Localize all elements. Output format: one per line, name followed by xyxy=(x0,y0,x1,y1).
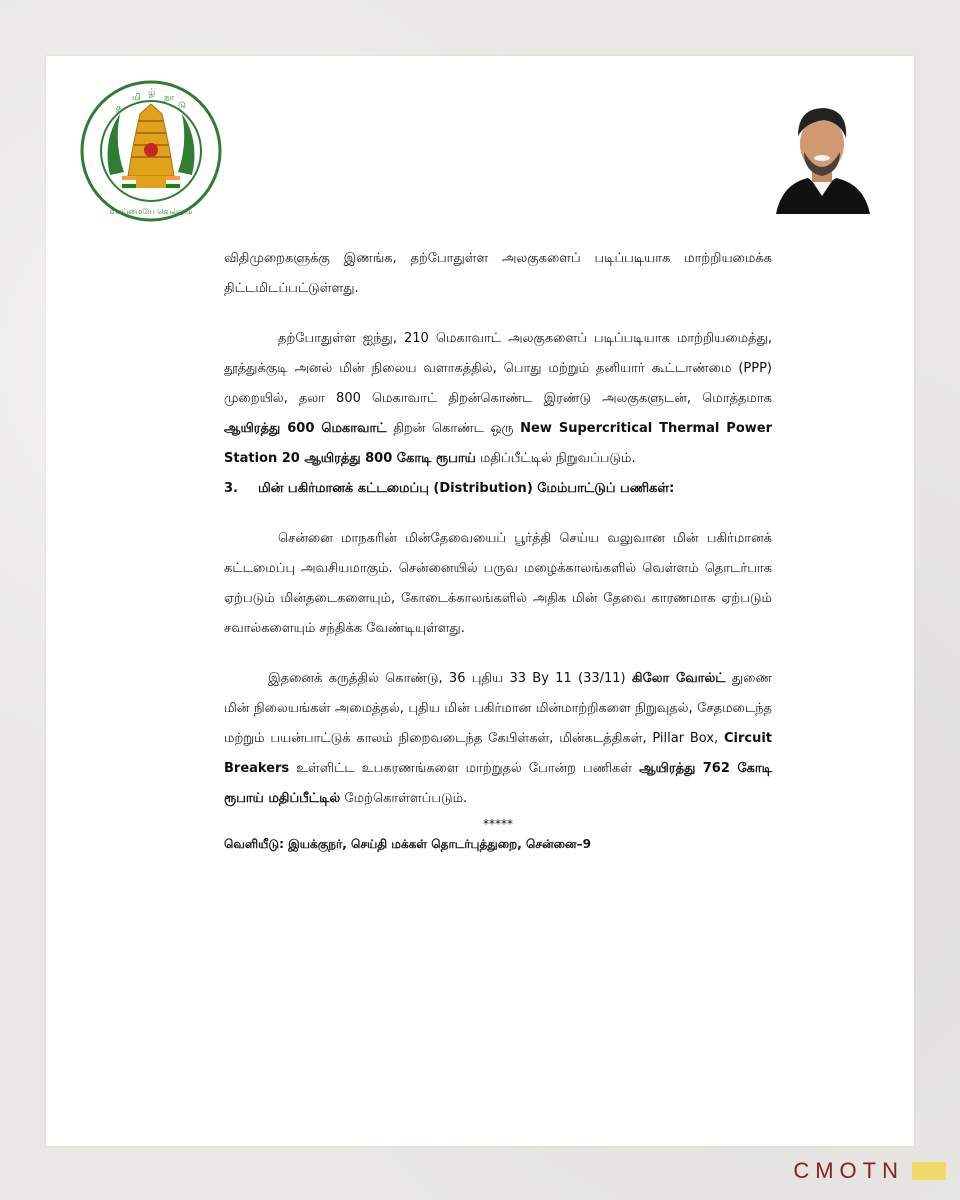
portrait-image xyxy=(768,92,876,214)
section-heading: 3. மின் பகிர்மானக் கட்டமைப்பு (Distribution) மேம்பாட்டுப் பணிகள்: xyxy=(224,474,772,504)
svg-text:மி: மி xyxy=(132,93,141,103)
document-body xyxy=(224,244,772,854)
section-number: 3. xyxy=(224,481,238,496)
svg-text:த: த xyxy=(116,103,122,113)
emblem-motto: வாய்மையே வெல்லும் xyxy=(109,207,193,216)
svg-text:நா: நா xyxy=(164,93,175,103)
brand-accent-bar xyxy=(912,1162,946,1180)
tamil-nadu-emblem-icon xyxy=(80,80,222,222)
paragraph-4: இதனைக் கருத்தில் கொண்டு, 36 புதிய 33 By 11 (33/11) கிலோ வோல்ட் துணை மின் நிலையங்கள் அமைத்தல், புதிய மின் பகிர்மான மின்மாற்றிகளை நிறுவுதல், சேதமடைந்த மற்றும் பயன்பாட்டுக் காலம் நிறைவடைந்த கேபிள்கள், மின்கடத்திகள், Pillar Box, Circuit Breakers உள்ளிட்ட உபகரணங்களை மாற்றுதல் போன்ற பணிகள் ஆயிரத்து 762 கோடி ரூபாய் மதிப்பீட்டில் மேற்கொள்ளப்படும். xyxy=(224,671,772,806)
brand-logo xyxy=(793,1158,946,1184)
paragraph-3: சென்னை மாநகரின் மின்தேவையைப் பூர்த்தி செய்ய வலுவான மின் பகிர்மானக் கட்டமைப்பு அவசியமாகும். சென்னையில் பருவ மழைக்காலங்களில் வெள்ளம் தொடர்பாக ஏற்படும் மின்தடைகளையும், கோடைக்காலங்களில் அதிக மின் தேவை காரணமாக ஏற்படும் சவால்களையும் சந்திக்க வேண்டியுள்ளது. xyxy=(224,531,772,636)
document-page xyxy=(46,56,914,1146)
paragraph-2: தற்போதுள்ள ஐந்து, 210 மெகாவாட் அலகுகளைப் படிப்படியாக மாற்றியமைத்து, தூத்துக்குடி அனல் மின் நிலைய வளாகத்தில், பொது மற்றும் தனியார் கூட்டாண்மை (PPP) முறையில், தலா 800 மெகாவாட் திறன்கொண்ட இரண்டு அலகுகளுடன், மொத்தமாக ஆயிரத்து 600 மெகாவாட் திறன் கொண்ட ஒரு New Supercritical Thermal Power Station 20 ஆயிரத்து 800 கோடி ரூபாய் மதிப்பீட்டில் நிறுவப்படும். xyxy=(224,331,772,466)
release-footer: வெளியீடு: இயக்குநர், செய்தி மக்கள் தொடர்புத்துறை, சென்னை–9 xyxy=(224,837,591,851)
svg-text:ழ்: ழ் xyxy=(148,88,156,98)
paragraph-1: விதிமுறைகளுக்கு இணங்க, தற்போதுள்ள அலகுகளைப் படிப்படியாக மாற்றியமைக்க திட்டமிடப்பட்டுள்ளது. xyxy=(224,251,772,296)
separator: ***** xyxy=(483,817,513,831)
brand-text: CMOTN xyxy=(793,1158,904,1183)
svg-text:டு: டு xyxy=(178,101,187,111)
